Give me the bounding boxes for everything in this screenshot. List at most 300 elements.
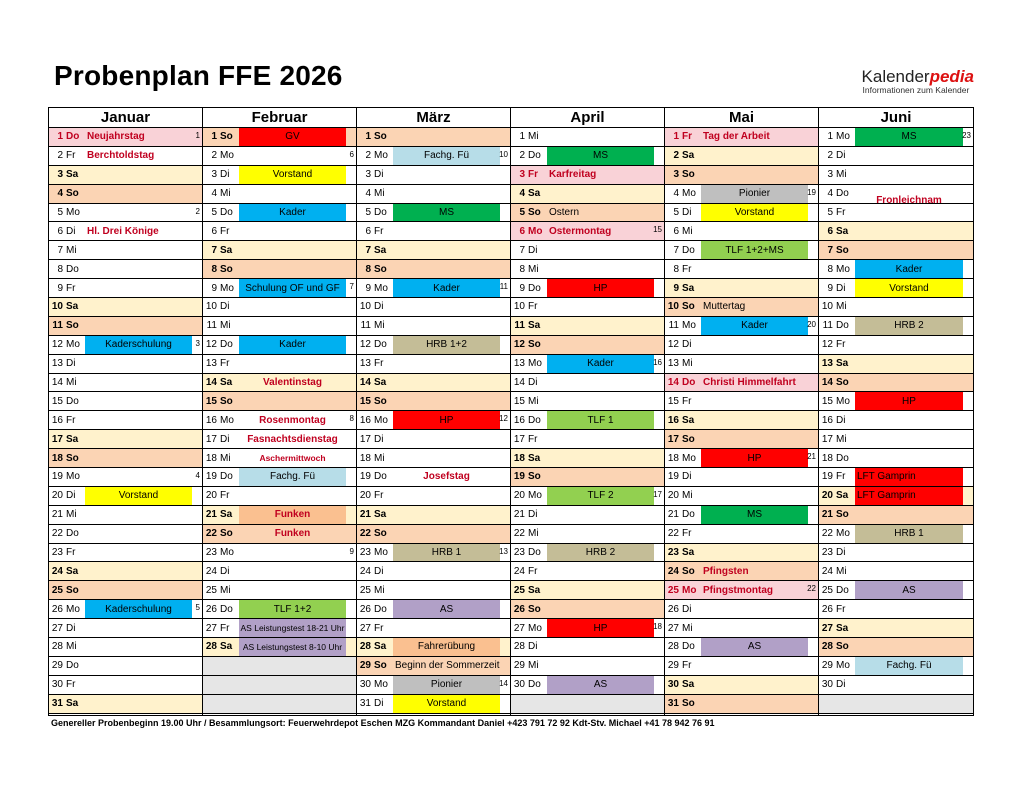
day-row[interactable]	[49, 581, 202, 600]
day-row[interactable]	[819, 185, 973, 204]
day-row[interactable]	[203, 562, 356, 581]
week-number: 6	[349, 149, 354, 159]
day-row[interactable]	[357, 260, 510, 279]
day-number: 4	[57, 188, 63, 200]
weekday-label: Do	[528, 679, 541, 691]
day-number: 17	[359, 433, 371, 445]
day-row[interactable]	[819, 336, 973, 355]
day-row[interactable]	[49, 392, 202, 411]
day-row[interactable]	[49, 468, 202, 487]
event-empty	[239, 147, 346, 165]
day-row[interactable]	[511, 657, 664, 676]
day-row[interactable]	[49, 260, 202, 279]
day-row[interactable]	[819, 562, 973, 581]
day-row[interactable]	[357, 392, 510, 411]
day-row[interactable]	[357, 638, 510, 657]
event-label: AS	[393, 600, 500, 618]
day-row[interactable]	[665, 506, 818, 525]
event-empty	[85, 638, 192, 656]
event-empty	[85, 260, 192, 278]
day-row[interactable]	[511, 185, 664, 204]
day-row[interactable]	[203, 449, 356, 468]
month-header: Januar	[49, 108, 202, 128]
day-row[interactable]	[357, 506, 510, 525]
event-empty	[85, 204, 192, 222]
day-row[interactable]	[819, 260, 973, 279]
day-row[interactable]	[511, 298, 664, 317]
day-row[interactable]	[511, 336, 664, 355]
day-row[interactable]	[819, 581, 973, 600]
day-number: 13	[513, 358, 525, 370]
day-row[interactable]	[203, 317, 356, 336]
day-row[interactable]	[819, 525, 973, 544]
day-number: 23	[821, 547, 833, 559]
day-row[interactable]	[357, 355, 510, 374]
day-row[interactable]	[665, 695, 818, 714]
day-row[interactable]	[357, 487, 510, 506]
weekday-label: So	[66, 188, 79, 200]
event-label: HP	[393, 411, 500, 429]
day-row[interactable]	[203, 166, 356, 185]
weekday-label: So	[836, 641, 849, 653]
event-empty	[701, 411, 808, 429]
day-row[interactable]	[665, 638, 818, 657]
day-row[interactable]	[819, 128, 973, 147]
day-row[interactable]	[665, 166, 818, 185]
weekday-label: Di	[220, 433, 230, 445]
day-row[interactable]	[357, 581, 510, 600]
day-row[interactable]	[203, 260, 356, 279]
day-row[interactable]	[357, 468, 510, 487]
day-row[interactable]	[511, 204, 664, 223]
day-row[interactable]	[511, 525, 664, 544]
day-row[interactable]	[819, 676, 973, 695]
event-label: HP	[547, 279, 654, 297]
day-row[interactable]	[665, 374, 818, 393]
weekday-label: Fr	[220, 358, 230, 370]
weekday-label: Mo	[836, 528, 850, 540]
weekday-label: Mo	[836, 131, 850, 143]
day-row[interactable]	[511, 317, 664, 336]
weekday-label: So	[66, 320, 79, 332]
day-row[interactable]	[357, 128, 510, 147]
day-row[interactable]	[665, 392, 818, 411]
day-row[interactable]	[49, 619, 202, 638]
day-row[interactable]	[357, 676, 510, 695]
month-column-mai	[665, 108, 819, 715]
day-number: 27	[359, 622, 371, 634]
day-row[interactable]	[511, 449, 664, 468]
day-row[interactable]	[357, 449, 510, 468]
day-row[interactable]	[665, 336, 818, 355]
day-row[interactable]	[819, 374, 973, 393]
day-row[interactable]	[665, 676, 818, 695]
day-row[interactable]	[665, 657, 818, 676]
event-empty	[547, 128, 654, 146]
day-row[interactable]	[49, 279, 202, 298]
day-row[interactable]	[49, 204, 202, 223]
week-number: 5	[195, 603, 200, 613]
weekday-label: Fr	[528, 301, 538, 313]
day-row[interactable]	[357, 222, 510, 241]
day-row[interactable]	[203, 468, 356, 487]
day-number: 24	[667, 565, 679, 577]
day-row[interactable]	[49, 298, 202, 317]
weekday-label: Di	[836, 547, 846, 559]
weekday-label: Mi	[836, 301, 847, 313]
day-number: 20	[51, 490, 63, 502]
day-row[interactable]	[203, 336, 356, 355]
day-row[interactable]	[49, 525, 202, 544]
event-empty	[85, 581, 192, 599]
day-number: 14	[205, 377, 217, 389]
event-label: Berchtoldstag	[87, 150, 155, 162]
event-label: Vorstand	[393, 695, 500, 713]
day-row[interactable]	[511, 241, 664, 260]
day-number: 12	[359, 339, 371, 351]
day-row[interactable]	[49, 147, 202, 166]
day-row[interactable]	[665, 317, 818, 336]
day-number: 24	[359, 565, 371, 577]
event-empty	[547, 336, 654, 354]
day-row[interactable]	[665, 525, 818, 544]
weekday-label: Di	[374, 301, 384, 313]
day-row[interactable]	[665, 298, 818, 317]
day-row[interactable]	[357, 279, 510, 298]
day-row[interactable]	[511, 638, 664, 657]
day-row[interactable]	[819, 619, 973, 638]
day-row[interactable]	[665, 430, 818, 449]
weekday-label: So	[220, 528, 233, 540]
event-empty	[85, 411, 192, 429]
day-row[interactable]	[357, 525, 510, 544]
day-row[interactable]	[819, 279, 973, 298]
day-row[interactable]	[203, 581, 356, 600]
weekday-label: Di	[528, 509, 538, 521]
day-row[interactable]	[203, 185, 356, 204]
day-row[interactable]	[819, 449, 973, 468]
day-row[interactable]	[665, 260, 818, 279]
day-row[interactable]	[357, 600, 510, 619]
day-row[interactable]	[49, 222, 202, 241]
day-row[interactable]	[511, 430, 664, 449]
day-row[interactable]	[203, 430, 356, 449]
day-row[interactable]	[49, 185, 202, 204]
day-row[interactable]	[511, 147, 664, 166]
day-row[interactable]	[357, 562, 510, 581]
day-row[interactable]	[665, 222, 818, 241]
day-row[interactable]	[357, 411, 510, 430]
day-row[interactable]	[511, 506, 664, 525]
event-label: AS	[547, 676, 654, 694]
day-number: 29	[667, 660, 679, 672]
event-empty	[701, 355, 808, 373]
day-row[interactable]	[665, 147, 818, 166]
day-row[interactable]	[203, 506, 356, 525]
day-row[interactable]	[665, 600, 818, 619]
day-number: 18	[359, 452, 371, 464]
logo-wordmark: Kalenderpedia	[861, 67, 974, 86]
day-number: 18	[205, 452, 217, 464]
day-row[interactable]	[665, 204, 818, 223]
day-row[interactable]	[511, 487, 664, 506]
day-row[interactable]	[819, 430, 973, 449]
day-row[interactable]	[511, 374, 664, 393]
day-row[interactable]	[665, 355, 818, 374]
day-row[interactable]	[511, 260, 664, 279]
kalenderpedia-logo[interactable]	[862, 68, 974, 95]
event-empty	[393, 487, 500, 505]
weekday-label: Mo	[66, 339, 80, 351]
event-empty	[855, 336, 963, 354]
day-number: 5	[673, 207, 679, 218]
day-row[interactable]	[203, 355, 356, 374]
day-row[interactable]	[819, 506, 973, 525]
day-row[interactable]	[49, 562, 202, 581]
event-empty	[85, 695, 192, 713]
weekday-label: Sa	[682, 547, 695, 559]
day-row[interactable]	[819, 487, 973, 506]
day-row[interactable]	[511, 355, 664, 374]
day-row[interactable]	[819, 204, 973, 223]
day-row[interactable]	[665, 562, 818, 581]
day-number: 16	[513, 414, 525, 426]
day-number: 8	[519, 263, 525, 275]
day-row[interactable]	[357, 430, 510, 449]
day-row[interactable]	[49, 449, 202, 468]
day-row[interactable]	[511, 600, 664, 619]
day-row[interactable]	[511, 581, 664, 600]
day-number: 21	[359, 509, 371, 521]
day-row[interactable]	[49, 430, 202, 449]
day-row[interactable]	[665, 619, 818, 638]
weekday-label: Di	[374, 433, 384, 445]
weekday-label: Di	[836, 414, 846, 426]
day-row[interactable]	[49, 374, 202, 393]
event-label: Funken	[239, 506, 346, 524]
day-row[interactable]	[357, 298, 510, 317]
day-row[interactable]	[511, 166, 664, 185]
day-row[interactable]	[511, 279, 664, 298]
day-row[interactable]	[665, 279, 818, 298]
day-row[interactable]	[819, 355, 973, 374]
day-row[interactable]	[357, 147, 510, 166]
day-row[interactable]	[665, 128, 818, 147]
day-row[interactable]	[511, 676, 664, 695]
day-row[interactable]	[203, 222, 356, 241]
weekday-label: Mo	[220, 282, 234, 294]
weekday-label: Fr	[528, 433, 538, 445]
day-row[interactable]	[511, 222, 664, 241]
day-row[interactable]	[511, 619, 664, 638]
day-row[interactable]	[665, 449, 818, 468]
day-row[interactable]	[357, 336, 510, 355]
weekday-label: Fr	[220, 225, 230, 237]
event-empty	[855, 449, 963, 467]
day-number: 16	[359, 414, 371, 426]
day-row[interactable]	[203, 600, 356, 619]
day-number: 11	[52, 320, 63, 332]
day-row[interactable]	[49, 241, 202, 260]
day-row[interactable]	[357, 695, 510, 714]
event-empty	[547, 506, 654, 524]
event-empty	[85, 298, 192, 316]
day-number: 6	[365, 225, 371, 237]
day-row[interactable]	[49, 336, 202, 355]
day-row[interactable]	[49, 544, 202, 563]
event-empty	[855, 241, 963, 259]
weekday-label: Sa	[66, 169, 79, 181]
weekday-label: Sa	[220, 641, 233, 653]
day-row[interactable]	[357, 657, 510, 676]
weekday-label: Mo	[528, 622, 542, 634]
day-row[interactable]	[511, 562, 664, 581]
day-row[interactable]	[357, 544, 510, 563]
event-empty	[547, 298, 654, 316]
week-number: 14	[499, 678, 508, 688]
day-row[interactable]	[203, 147, 356, 166]
weekday-label: Do	[220, 603, 233, 615]
day-row[interactable]	[819, 392, 973, 411]
event-empty	[547, 562, 654, 580]
day-row[interactable]	[511, 468, 664, 487]
week-number: 3	[195, 338, 200, 348]
day-number: 24	[205, 565, 217, 577]
day-row[interactable]	[665, 241, 818, 260]
event-empty	[85, 562, 192, 580]
day-number: 14	[821, 377, 833, 389]
day-row[interactable]	[49, 676, 202, 695]
day-row[interactable]	[357, 166, 510, 185]
day-number: 8	[827, 263, 833, 275]
event-empty	[85, 619, 192, 637]
day-row[interactable]	[819, 468, 973, 487]
event-label: Hl. Drei Könige	[87, 225, 159, 237]
day-row[interactable]	[819, 147, 973, 166]
day-row[interactable]	[49, 317, 202, 336]
day-row[interactable]	[203, 525, 356, 544]
day-row[interactable]	[357, 374, 510, 393]
event-label: HP	[701, 449, 808, 467]
day-row[interactable]	[49, 695, 202, 714]
day-row[interactable]	[203, 204, 356, 223]
day-row[interactable]	[511, 544, 664, 563]
day-row[interactable]	[203, 279, 356, 298]
weekday-label: So	[682, 301, 695, 313]
day-row[interactable]	[819, 411, 973, 430]
day-row[interactable]	[819, 544, 973, 563]
day-row[interactable]	[49, 128, 202, 147]
day-number: 9	[673, 282, 679, 294]
day-row[interactable]	[665, 581, 818, 600]
weekday-label: Mi	[220, 188, 231, 200]
weekday-label: Mo	[220, 150, 234, 162]
day-number: 22	[821, 528, 833, 540]
day-row[interactable]	[203, 638, 356, 657]
day-row[interactable]	[819, 222, 973, 241]
day-row[interactable]	[357, 241, 510, 260]
event-label: Funken	[274, 528, 311, 540]
month-header: März	[357, 108, 510, 128]
day-row[interactable]	[203, 487, 356, 506]
day-row[interactable]	[203, 544, 356, 563]
day-row[interactable]	[203, 411, 356, 430]
day-row[interactable]	[819, 317, 973, 336]
day-row[interactable]	[203, 241, 356, 260]
day-number: 29	[513, 660, 525, 672]
weekday-label: Di	[66, 358, 76, 370]
day-row[interactable]	[203, 374, 356, 393]
weekday-label: So	[374, 528, 387, 540]
day-row[interactable]	[49, 166, 202, 185]
day-number: 4	[673, 188, 679, 200]
weekday-label: Mo	[836, 263, 850, 275]
day-row[interactable]	[49, 487, 202, 506]
event-label: AS Leistungstest 18-21 Uhr	[239, 619, 346, 637]
day-number: 12	[205, 339, 217, 351]
event-label: HRB 1	[393, 544, 500, 562]
event-empty	[547, 525, 654, 543]
day-row[interactable]	[203, 128, 356, 147]
day-row[interactable]	[511, 411, 664, 430]
day-row[interactable]	[203, 619, 356, 638]
day-row[interactable]	[819, 600, 973, 619]
day-row[interactable]	[357, 204, 510, 223]
day-row[interactable]	[819, 657, 973, 676]
weekday-label: Sa	[220, 509, 233, 521]
day-row[interactable]	[49, 657, 202, 676]
day-row[interactable]	[665, 185, 818, 204]
day-row[interactable]	[357, 185, 510, 204]
day-number: 2	[211, 150, 217, 162]
day-row[interactable]	[203, 392, 356, 411]
day-row[interactable]	[49, 638, 202, 657]
day-row[interactable]	[819, 298, 973, 317]
weekday-label: Mi	[682, 358, 693, 370]
day-number: 17	[821, 433, 833, 445]
day-row[interactable]	[357, 317, 510, 336]
day-row[interactable]	[819, 638, 973, 657]
event-empty	[855, 147, 963, 165]
day-row[interactable]	[511, 392, 664, 411]
weekday-label: Do	[66, 395, 79, 407]
day-row[interactable]	[665, 487, 818, 506]
day-row[interactable]	[357, 619, 510, 638]
day-row[interactable]	[665, 468, 818, 487]
day-row[interactable]	[665, 411, 818, 430]
week-number: 13	[499, 546, 508, 556]
day-row[interactable]	[819, 241, 973, 260]
day-row[interactable]	[511, 128, 664, 147]
weekday-label: Mi	[220, 320, 231, 332]
day-row[interactable]	[819, 166, 973, 185]
day-number: 19	[359, 471, 371, 483]
weekday-label: Di	[682, 471, 692, 483]
weekday-label: Mi	[374, 188, 385, 200]
day-row[interactable]	[49, 411, 202, 430]
day-row[interactable]	[665, 544, 818, 563]
weekday-label: Fr	[528, 169, 538, 181]
day-number: 18	[513, 452, 525, 464]
week-number: 12	[499, 414, 508, 424]
day-row[interactable]	[203, 298, 356, 317]
day-row[interactable]	[49, 355, 202, 374]
week-number: 20	[807, 319, 816, 329]
day-row[interactable]	[49, 600, 202, 619]
weekday-label: Mi	[682, 490, 693, 502]
day-number: 11	[360, 320, 371, 332]
day-row[interactable]	[49, 506, 202, 525]
